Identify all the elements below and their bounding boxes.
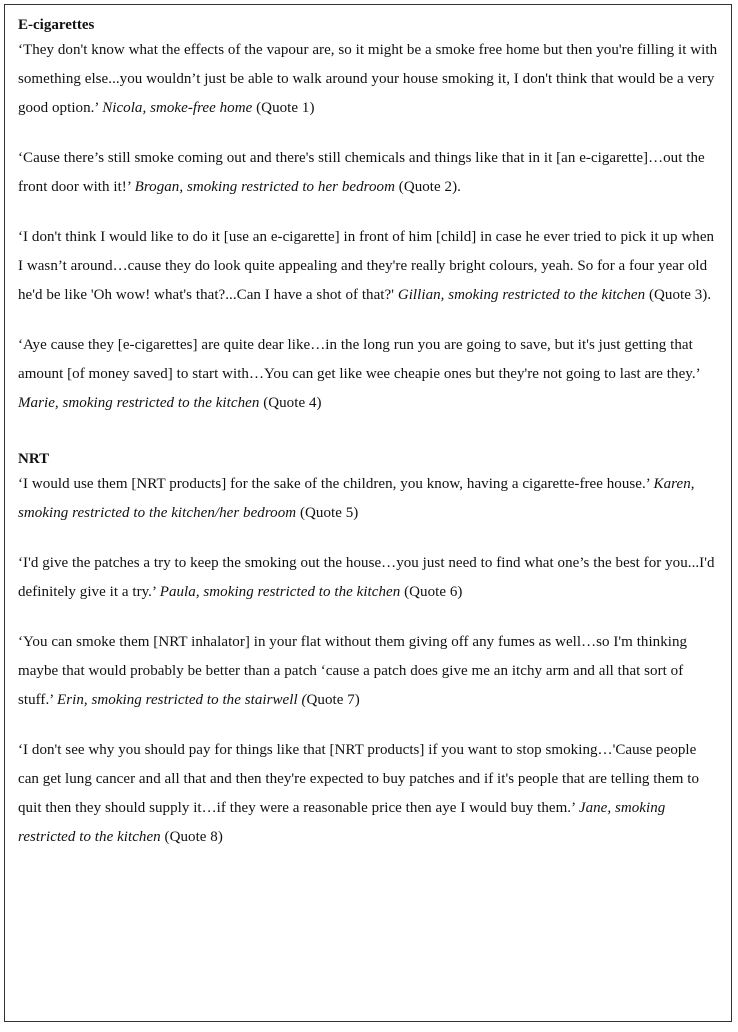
quote-7: [18, 628, 719, 715]
quote-ref: Quote 7): [306, 692, 360, 708]
quote-1: [18, 36, 719, 123]
quote-5: [18, 470, 719, 528]
spacer: [18, 528, 719, 549]
quote-attribution: Paula, smoking restricted to the kitchen: [159, 584, 401, 600]
quote-attribution: Marie, smoking restricted to the kitchen: [18, 395, 260, 411]
section-nrt: [18, 448, 719, 852]
quote-2: [18, 144, 719, 202]
quote-ref: (Quote 2).: [398, 179, 461, 195]
quote-4: [18, 331, 719, 418]
quote-attribution: Jane, smoking restricted to the kitchen: [18, 800, 666, 845]
quote-8: [18, 736, 719, 852]
spacer: [18, 607, 719, 628]
section-e-cigarettes: [18, 14, 719, 418]
quote-text: ‘Aye cause they [e-cigarettes] are quite dear like…in the long run you are going to save, but it's just getting that amount [of money saved] to start with…You can get like wee cheapie ones but they're not going to last are they.’: [18, 337, 700, 382]
quote-text: ‘Cause there’s still smoke coming out and there's still chemicals and things like that in it [an e-cigarette]…out the front door with it!’: [18, 150, 705, 195]
spacer: [18, 310, 719, 331]
section-heading: NRT: [18, 451, 50, 467]
spacer: [18, 202, 719, 223]
section-heading: E-cigarettes: [18, 17, 95, 33]
quote-text: ‘I don't see why you should pay for things like that [NRT products] if you want to stop smoking…'Cause people can get lung cancer and all that and then they're expected to buy patches and if it's people that are telling them to quit then they should supply it…if they were a reasonable price then aye I would buy them.’: [18, 742, 700, 816]
quote-ref: (Quote 8): [164, 829, 223, 845]
quote-ref: (Quote 5): [299, 505, 359, 521]
quote-text: ‘You can smoke them [NRT inhalator] in your flat without them giving off any fumes as well…so I'm thinking maybe that would probably be better than a patch ‘cause a patch does give me an itchy arm and all that sort of stuff.’: [18, 634, 688, 708]
quote-ref: (Quote 1): [256, 100, 315, 116]
quote-text: ‘I'd give the patches a try to keep the smoking out the house…you just need to find what one’s the best for you...I'd definitely give it a try.’: [18, 555, 715, 600]
quote-attribution: Erin, smoking restricted to the stairwell (: [57, 692, 307, 708]
quote-text: ‘They don't know what the effects of the vapour are, so it might be a smoke free home but then you're filling it with something else...you wouldn’t just be able to walk around your house smoking it, I don't think that would be a very good option.’: [18, 42, 718, 116]
quote-ref: (Quote 3).: [648, 287, 712, 303]
spacer: [18, 715, 719, 736]
quote-ref: (Quote 6): [404, 584, 463, 600]
quote-text: ‘I don't think I would like to do it [use an e-cigarette] in front of him [child] in case he ever tried to pick it up when I wasn’t around…cause they do look quite appealing and they're really bright colours, yeah. So for a four year old he'd be like 'Oh wow! what's that?...Can I have a shot of that?': [18, 229, 715, 303]
quotes-box: [4, 4, 732, 1022]
quote-attribution: Gillian, smoking restricted to the kitchen: [397, 287, 646, 303]
quote-3: [18, 223, 719, 310]
quote-ref: (Quote 4): [263, 395, 322, 411]
quote-attribution: Karen, smoking restricted to the kitchen/her bedroom: [18, 476, 695, 521]
quote-attribution: Nicola, smoke-free home: [102, 100, 253, 116]
spacer: [18, 123, 719, 144]
quote-text: ‘I would use them [NRT products] for the sake of the children, you know, having a cigarette-free house.’: [18, 476, 650, 492]
quote-6: [18, 549, 719, 607]
quote-attribution: Brogan, smoking restricted to her bedroom: [134, 179, 395, 195]
spacer: [18, 418, 719, 448]
